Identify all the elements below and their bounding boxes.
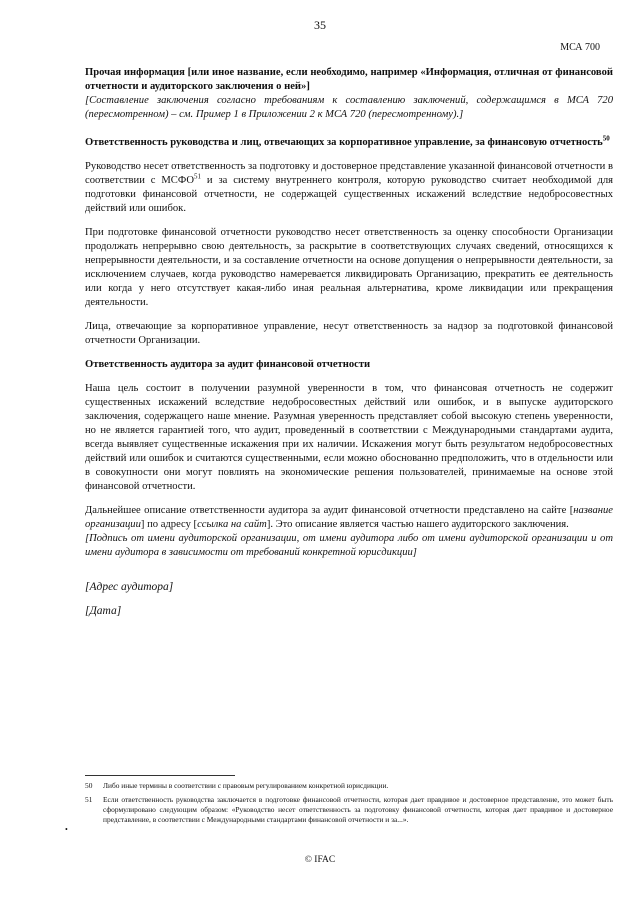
management-paragraph-2: При подготовке финансовой отчетности руководство несет ответственность за оценку способности Организации продолжать непрерывно свою деятельность, за раскрытие в соответствующих случаях сведений, относящихся к непрерывности деятельности, и за составление отчетности на основе допущения о непрерывности деятельности, за исключением случаев, когда руководство намеревается ликвидировать Организацию, прекратить ее деятельность или когда у него отсутствует какая-либо иная реальная альтернатива, кроме ликвидации или прекращения деятельности. xyxy=(85,227,613,308)
auditor-paragraph-1: Наша цель состоит в получении разумной уверенности в том, что финансовая отчетность не содержит существенных искажений вследствие недобросовестных действий или ошибок, и в выпуске аудиторского заключения, содержащего наше мнение. Разумная уверенность представляет собой высокую степень уверенности, но не является гарантией того, что аудит, проведенный в соответствии с Международными стандартами аудита, всегда выявляет существенные искажения при их наличии. Искажения могут быть результатом недобросовестных действий или ошибок и считаются существенными, если можно обоснованно предположить, что в отдельности или в совокупности они могут повлиять на экономические решения пользователей, принимаемые на основе этой финансовой отчетности. xyxy=(85,383,613,492)
page-number: 35 xyxy=(314,18,326,32)
signature-note: [Подпись от имени аудиторской организации, от имени аудитора либо от имени аудиторской организации и от имени аудитора в зависимости от требований конкретной юрисдикции] xyxy=(85,533,613,558)
management-heading-text: Ответственность руководства и лиц, отвечающих за корпоративное управление, за финансовую отчетность xyxy=(85,137,603,148)
other-info-note: [Составление заключения согласно требованиям к составлению заключений, содержащимся в МСА 720 (пересмотренном) – см. Пример 1 в Приложении 2 к МСА 720 (пересмотренному).] xyxy=(85,95,613,120)
auditor-paragraph-2 xyxy=(85,504,613,532)
footnote-ref-51: 51 xyxy=(194,172,202,181)
footnote-text: Либо иные термины в соответствии с правовым регулированием конкретной юрисдикции. xyxy=(103,781,389,790)
management-p1-text-a: Руководство несет ответственность за подготовку и достоверное представление указанной финансовой отчетности в соответствии с МСФО xyxy=(85,161,613,186)
footnote-divider xyxy=(85,775,235,776)
copyright-footer: © IFAC xyxy=(304,855,336,865)
scan-mark-dot: • xyxy=(65,825,68,834)
auditor-p2-text-c: ]. Это описание является частью нашего аудиторского заключения. xyxy=(266,519,569,530)
management-paragraph-1 xyxy=(85,160,613,216)
org-name-placeholder: название организации xyxy=(85,505,613,530)
document-body xyxy=(85,66,613,628)
auditor-address-placeholder: [Адрес аудитора] xyxy=(85,581,174,593)
footnotes xyxy=(85,775,613,829)
footnote-number: 51 xyxy=(85,795,93,804)
date-placeholder: [Дата] xyxy=(85,605,122,617)
footnote-item xyxy=(85,781,613,791)
website-link-placeholder: ссылка на сайт xyxy=(197,519,267,530)
management-heading xyxy=(85,136,613,150)
footnote-number: 50 xyxy=(85,781,93,790)
auditor-p2-text-a: Дальнейшее описание ответственности аудитора за аудит финансовой отчетности представлено на сайте [ xyxy=(85,505,574,516)
footnote-text: Если ответственность руководства заключается в подготовке финансовой отчетности, которая дает правдивое и достоверное представление, это может быть сформулировано следующим образом: «Руководство несет ответственность за подготовку финансовой отчетности, которая дает правдивое и достоверное представление, в соответствии с Международными стандартами финансовой отчетности и за...». xyxy=(103,795,613,824)
footnote-ref-50: 50 xyxy=(602,134,610,143)
standard-code: МСА 700 xyxy=(560,42,600,53)
other-info-title: Прочая информация [или иное название, если необходимо, например «Информация, отличная от финансовой отчетности и аудиторского заключения о ней»] xyxy=(85,67,613,92)
management-p1-text-b: и за систему внутреннего контроля, которую руководство считает необходимой для подготовки финансовой отчетности, не содержащей существенных искажений вследствие недобросовестных действий или ошибок. xyxy=(85,175,614,214)
footnote-item xyxy=(85,795,613,825)
auditor-heading: Ответственность аудитора за аудит финансовой отчетности xyxy=(85,359,371,370)
management-paragraph-3: Лица, отвечающие за корпоративное управление, несут ответственность за надзор за подготовкой финансовой отчетности Организации. xyxy=(85,321,613,346)
auditor-p2-text-b: ] по адресу [ xyxy=(140,519,198,530)
